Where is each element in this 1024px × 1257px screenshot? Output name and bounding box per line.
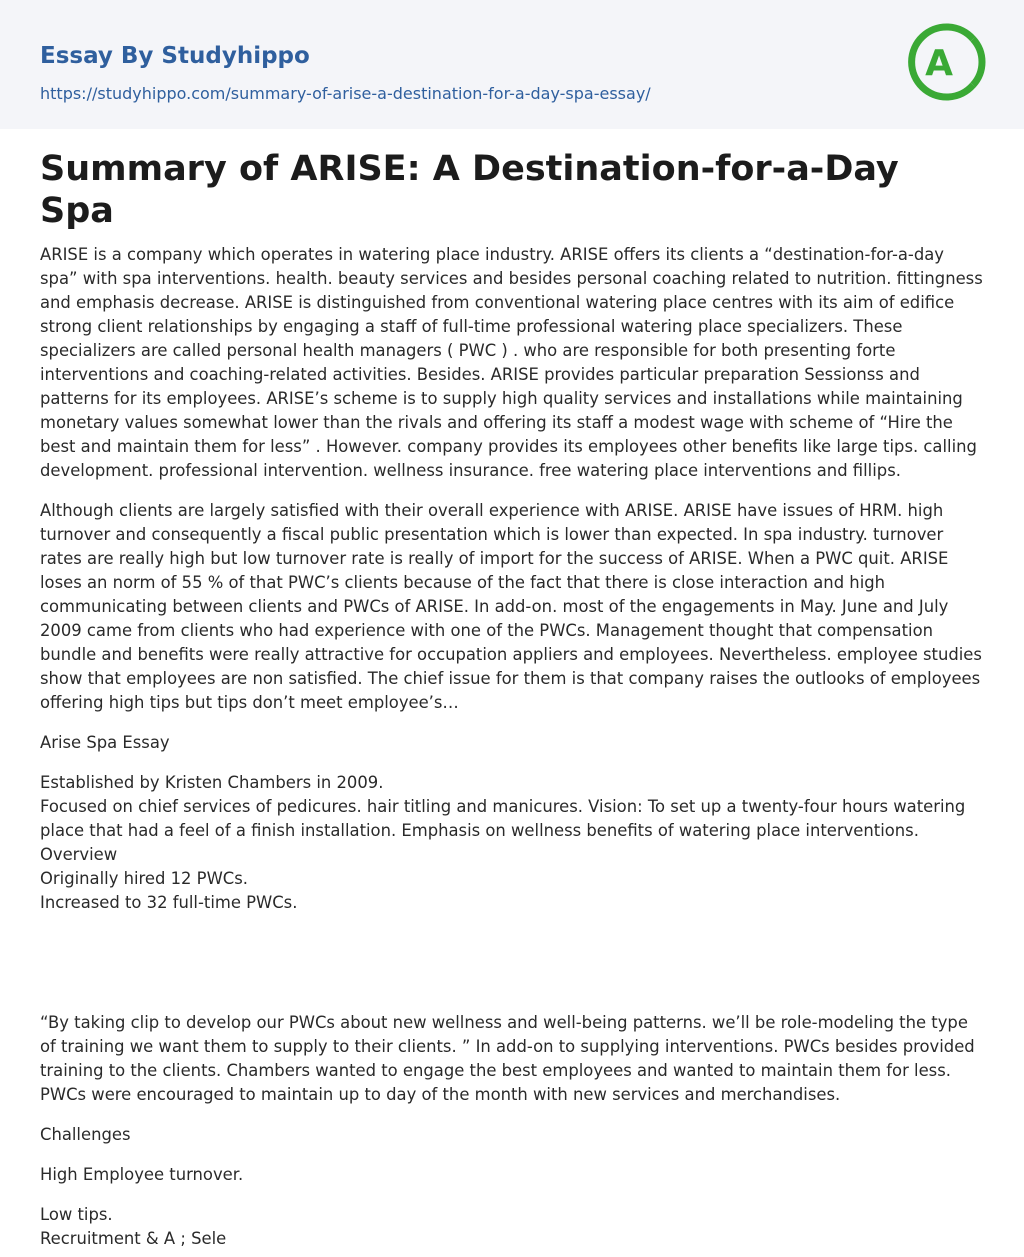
- overview-line: Originally hired 12 PWCs.: [40, 869, 248, 888]
- paragraph-quote: “By taking clip to develop our PWCs about new wellness and well-being patterns. we’ll be role-modeling the type of training we want them to supply to their clients. ” In add-on to supplying interventions. PWCs besides provided training to the clients. Chambers wanted to engage the best employees and wanted to maintain them for less. PWCs were encouraged to maintain up to day of the month with new services and merchandises.: [40, 1013, 975, 1104]
- site-header: [0, 0, 1024, 129]
- overview-line: Focused on chief services of pedicures. hair titling and manicures. Vision: To set up a twenty-four hours watering place that had a feel of a finish installation. Emphasis on wellness benefits of watering place interventions.: [40, 797, 966, 840]
- overview-line: Overview: [40, 845, 118, 864]
- challenge-item: Low tips.: [40, 1205, 113, 1224]
- challenge-item: High Employee turnover.: [40, 1165, 244, 1184]
- overview-block: [40, 771, 984, 915]
- page-title: Summary of ARISE: A Destination-for-a-Day Spa: [40, 149, 899, 231]
- studyhippo-logo-icon[interactable]: [907, 17, 989, 107]
- logo-letter: A: [925, 43, 953, 84]
- challenges-heading: Challenges: [40, 1125, 131, 1144]
- site-title[interactable]: Essay By Studyhippo: [40, 43, 310, 69]
- blank-space: [40, 915, 984, 995]
- final-lines-block: [40, 1203, 984, 1251]
- paragraph-issues: Although clients are largely satisfied with their overall experience with ARISE. ARISE have issues of HRM. high turnover and consequently a fiscal public presentation which is lower than expected. In spa industry. turnover rates are really high but low turnover rate is really of import for the success of ARISE. When a PWC quit. ARISE loses an norm of 55 % of that PWC’s clients because of the fact that there is close interaction and high communicating between clients and PWCs of ARISE. In add-on. most of the engagements in May. June and July 2009 came from clients who had experience with one of the PWCs. Management thought that compensation bundle and benefits were really attractive for occupation appliers and employees. Nevertheless. employee studies show that employees are non satisfied. The chief issue for them is that company raises the outlooks of employees offering high tips but tips don’t meet employee’s…: [40, 501, 982, 712]
- article-content: [0, 129, 1024, 1251]
- overview-line: Increased to 32 full-time PWCs.: [40, 893, 298, 912]
- overview-line: Established by Kristen Chambers in 2009.: [40, 773, 384, 792]
- challenge-item: Recruitment & A ; Sele: [40, 1229, 227, 1248]
- paragraph-essay-heading: Arise Spa Essay: [40, 733, 170, 752]
- paragraph-intro: ARISE is a company which operates in watering place industry. ARISE offers its clients a “destination-for-a-day spa” with spa interventions. health. beauty services and besides personal coaching related to nutrition. fittingness and emphasis decrease. ARISE is distinguished from conventional watering place centres with its aim of edifice strong client relationships by engaging a staff of full-time professional watering place specializers. These specializers are called personal health managers ( PWC ) . who are responsible for both presenting forte interventions and coaching-related activities. Besides. ARISE provides particular preparation Sessionss and patterns for its employees. ARISE’s scheme is to supply high quality services and installations while maintaining monetary values somewhat lower than the rivals and offering its staff a modest wage with scheme of “Hire the best and maintain them for less” . However. company provides its employees other benefits like large tips. calling development. professional intervention. wellness insurance. free watering place interventions and fillips.: [40, 245, 983, 480]
- page-url-link[interactable]: https://studyhippo.com/summary-of-arise-a-destination-for-a-day-spa-essay/: [40, 84, 651, 103]
